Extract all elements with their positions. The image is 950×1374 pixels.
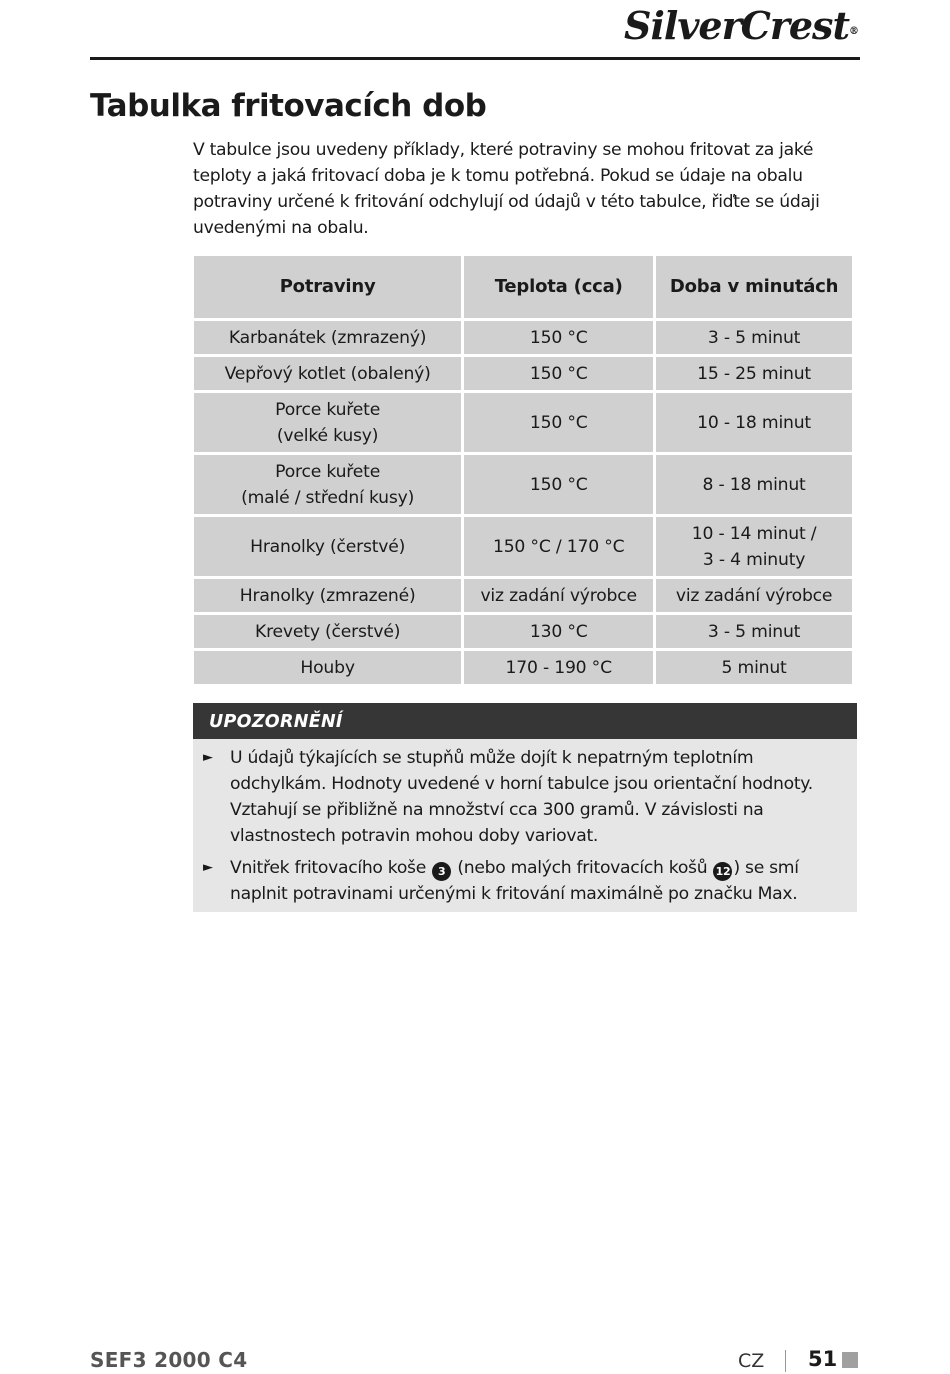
table-row bbox=[194, 517, 852, 576]
cell-food-line1: Porce kuřete bbox=[275, 399, 381, 420]
warning-list bbox=[193, 739, 857, 907]
intro-paragraph: V tabulce jsou uvedeny příklady, které potraviny se mohou fritovat za jaké teploty a jaká fritovací doba je k tomu potřebná. Pokud se údaje na obalu potraviny určené k fritování odchylují od údajů v této tabulce, řiďte se údaji uvedenými na obalu. bbox=[193, 140, 820, 238]
cell-food: Houby bbox=[194, 651, 461, 684]
cell-food: Vepřový kotlet (obalený) bbox=[194, 357, 461, 390]
footer-square-icon bbox=[842, 1352, 858, 1368]
part-number-12-icon: 12 bbox=[713, 862, 732, 881]
header-temperature: Teplota (cca) bbox=[464, 256, 653, 318]
cell-time-line2: 3 - 4 minuty bbox=[702, 549, 806, 570]
cell-time: 3 - 5 minut bbox=[656, 615, 852, 648]
frying-times-table bbox=[191, 253, 855, 687]
cell-food-line1: Porce kuřete bbox=[275, 461, 381, 482]
cell-food: Karbanátek (zmrazený) bbox=[194, 321, 461, 354]
warning-box bbox=[193, 703, 857, 912]
footer-language: CZ bbox=[738, 1350, 765, 1372]
cell-food-line2: (velké kusy) bbox=[276, 425, 379, 446]
cell-food: Hranolky (čerstvé) bbox=[194, 517, 461, 576]
cell-temperature: 150 °C / 170 °C bbox=[464, 517, 653, 576]
cell-time bbox=[656, 517, 852, 576]
cell-food-line2: (malé / střední kusy) bbox=[241, 487, 415, 508]
cell-time-line1: 10 - 14 minut / bbox=[691, 523, 817, 544]
warning-item-text-c: ) se smí naplnit potravinami určenými k fritování maximálně po značku Max. bbox=[230, 858, 799, 904]
warning-heading: UPOZORNĚNÍ bbox=[193, 703, 857, 739]
cell-temperature: 150 °C bbox=[464, 321, 653, 354]
cell-food bbox=[194, 455, 461, 514]
footer-divider bbox=[785, 1350, 786, 1372]
cell-time: 8 - 18 minut bbox=[656, 455, 852, 514]
cell-time: viz zadání výrobce bbox=[656, 579, 852, 612]
table-row bbox=[194, 651, 852, 684]
cell-temperature: 170 - 190 °C bbox=[464, 651, 653, 684]
cell-food: Hranolky (zmrazené) bbox=[194, 579, 461, 612]
warning-item bbox=[193, 855, 847, 907]
warning-item bbox=[193, 745, 847, 849]
warning-item-text-a: Vnitřek fritovacího koše bbox=[230, 858, 426, 878]
table-row bbox=[194, 393, 852, 452]
bullet-arrow-icon: ► bbox=[203, 750, 213, 765]
table-row bbox=[194, 615, 852, 648]
cell-food: Krevety (čerstvé) bbox=[194, 615, 461, 648]
warning-item-text-b: (nebo malých fritovacích košů bbox=[457, 858, 708, 878]
brand-logo: SilverCrest® bbox=[624, 3, 858, 48]
table-row bbox=[194, 321, 852, 354]
cell-temperature: 150 °C bbox=[464, 393, 653, 452]
cell-time: 5 minut bbox=[656, 651, 852, 684]
table-row bbox=[194, 357, 852, 390]
warning-item-text: U údajů týkajících se stupňů může dojít k nepatrným teplotním odchylkám. Hodnoty uvedené v horní tabulce jsou orientační hodnoty. Vztahují se přibližně na množství cca 300 gramů. V závislosti na vlastnostech potravin mohou doby variovat. bbox=[230, 748, 813, 846]
cell-temperature: 150 °C bbox=[464, 357, 653, 390]
cell-temperature: viz zadání výrobce bbox=[464, 579, 653, 612]
header-rule bbox=[90, 57, 860, 60]
bullet-arrow-icon: ► bbox=[203, 860, 213, 875]
footer-model-number: SEF3 2000 C4 bbox=[90, 1348, 248, 1372]
cell-time: 15 - 25 minut bbox=[656, 357, 852, 390]
cell-temperature: 150 °C bbox=[464, 455, 653, 514]
table-row bbox=[194, 579, 852, 612]
cell-food bbox=[194, 393, 461, 452]
footer-page-number: 51 bbox=[808, 1347, 838, 1371]
page-title: Tabulka fritovacích dob bbox=[90, 88, 487, 124]
header-time: Doba v minutách bbox=[656, 256, 852, 318]
part-number-3-icon: 3 bbox=[432, 862, 451, 881]
cell-temperature: 130 °C bbox=[464, 615, 653, 648]
table-row bbox=[194, 455, 852, 514]
cell-time: 10 - 18 minut bbox=[656, 393, 852, 452]
header-food: Potraviny bbox=[194, 256, 461, 318]
table-header-row bbox=[194, 256, 852, 318]
cell-time: 3 - 5 minut bbox=[656, 321, 852, 354]
